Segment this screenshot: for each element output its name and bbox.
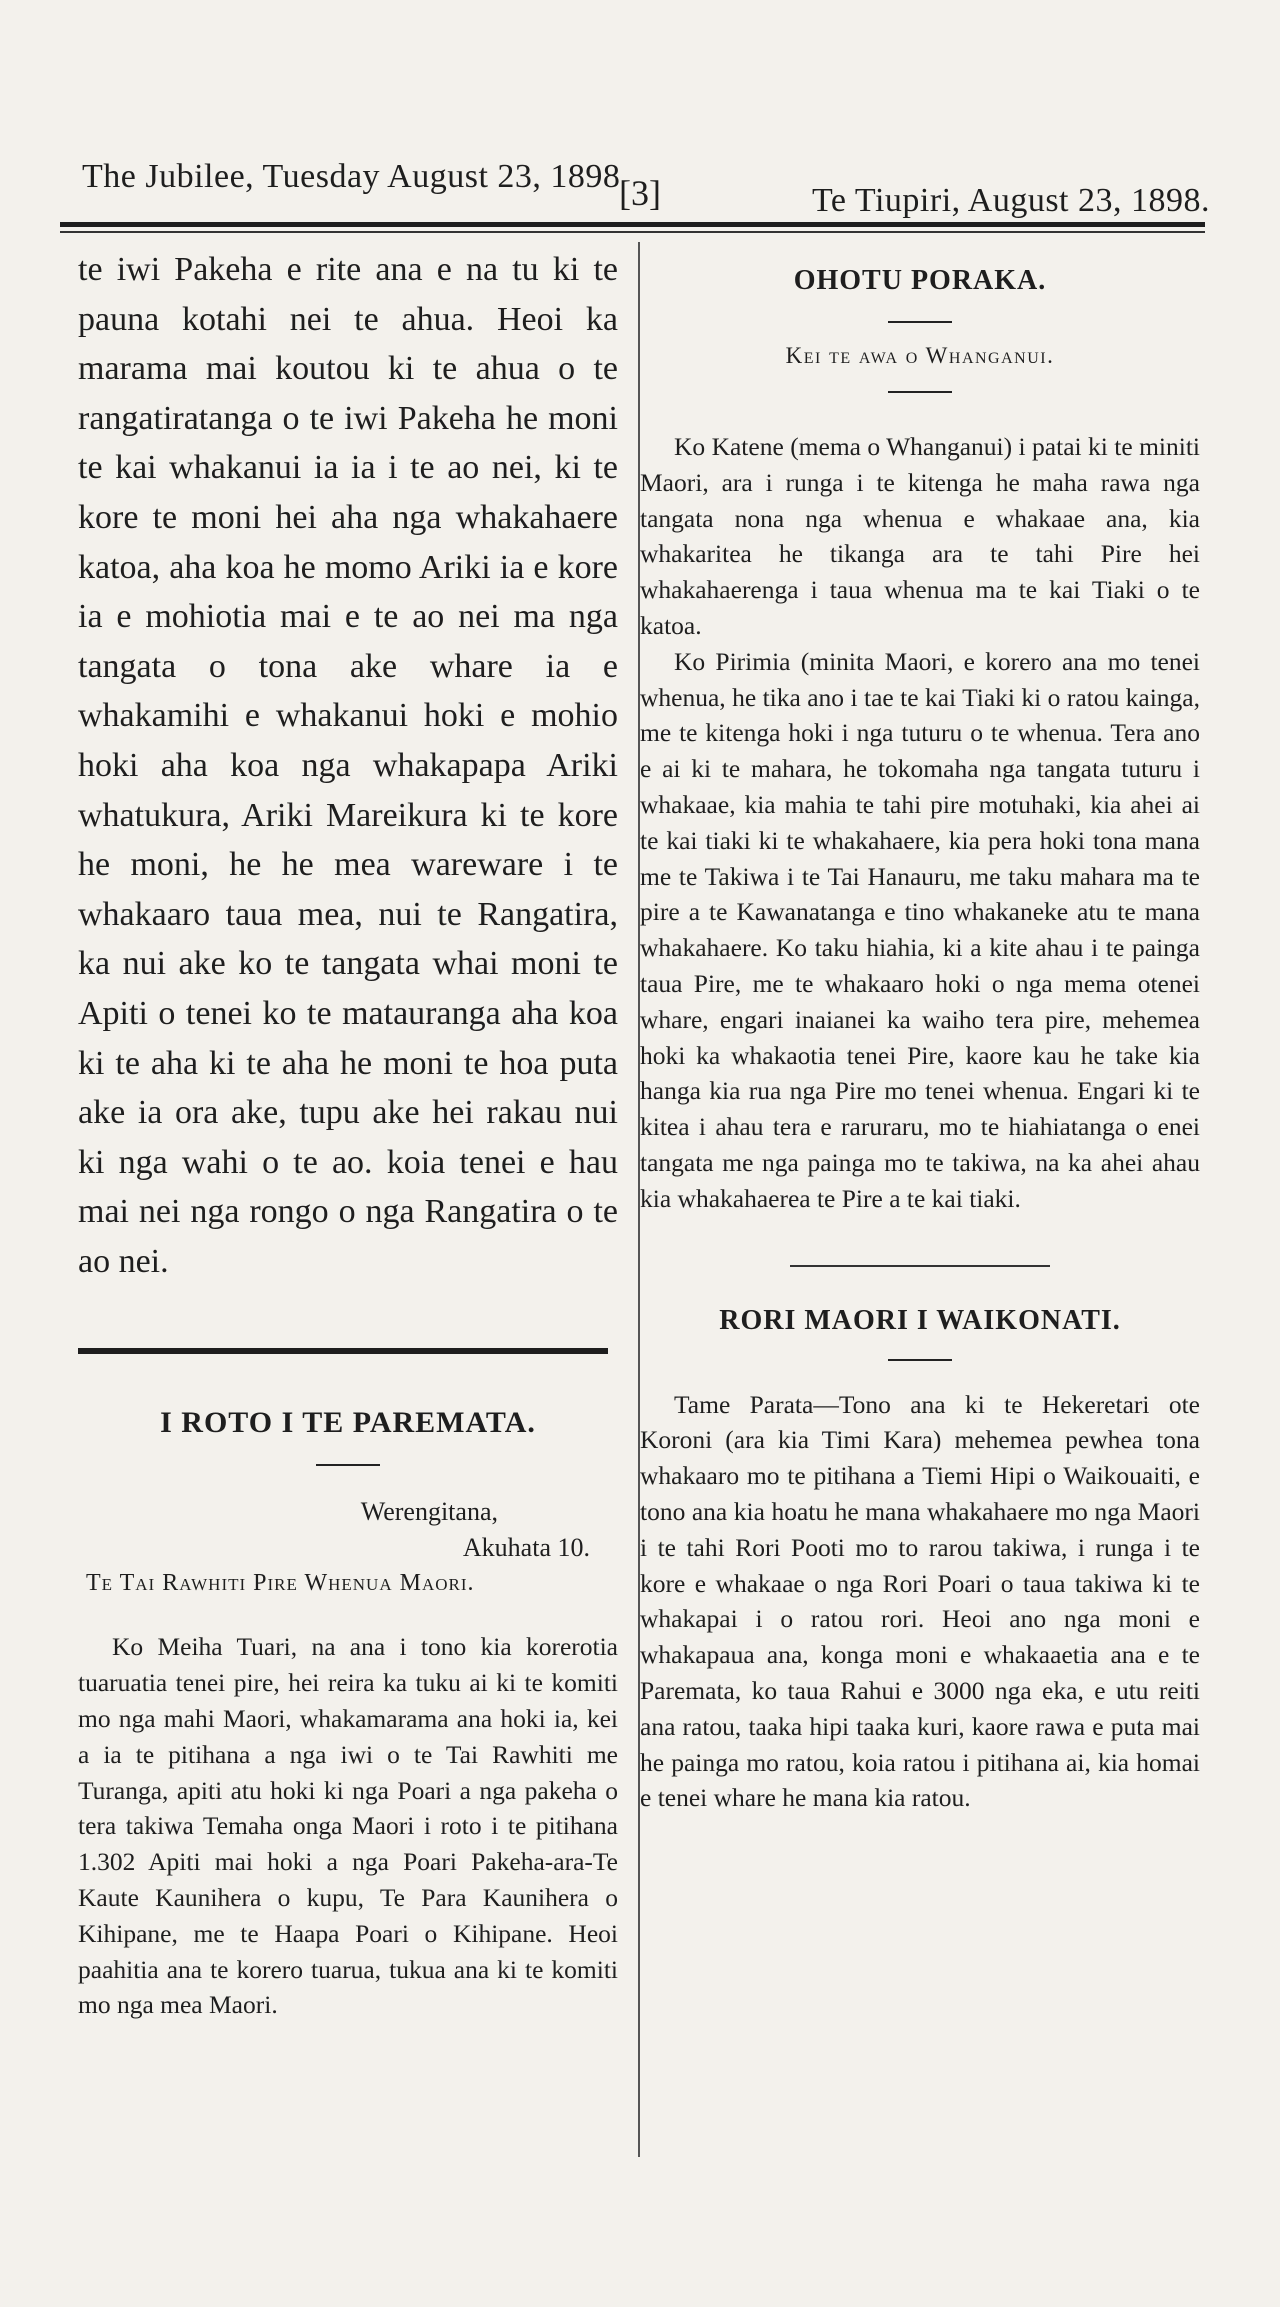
ohotu-section-title: OHOTU PORAKA. (793, 265, 1047, 296)
bill-subheading: Te Tai Rawhiti Pire Whenua Maori. (86, 1570, 475, 1597)
pirimia-reply-paragraph: Ko Pirimia (minita Maori, e korero ana mo tenei whenua, he tika ano i tae te kai Tiaki ki o ratou kainga, me te kitenga hoki i nga tuturu o te whenua. Tera ano e ai ki te mahara, he tokomaha nga tangata tuturu i whakaae, kia mahia te tahi pire motuhaki, kia ahei ai te kai tiaki ki te whakahaere, kia pera hoki tona mana me te Takiwa i te Tai Hanauru, me taku mahara ma te pire a te Kawanatanga e tino whakaneke atu te mana whakahaere. Ko taku hiahia, ki a kite ahau i te painga taua Pire, me te whakaaro hoki o nga mema otenei whare, engari inaianei ka waiho tera pire, mehemea hoki ka whakaotia tenei Pire, kaore kau he take kia hanga kia rua nga Pire mo tenei whenua. Engari ki te kitea i ahau tera e raruraru, mo te hiahiatanga o enei tangata me nga painga mo te takiwa, na ka ahei ahau kia whakahaerea te Pire a te kai tiaki. (640, 646, 1200, 1213)
page-header (70, 150, 1210, 220)
left-column (78, 245, 618, 2023)
bill-debate-text: Ko Meiha Tuari, na ana i tono kia korerotia tuaruatia tenei pire, hei reira ka tuku ai ki te komiti mo nga mahi Maori, whakamarama ana hoki ia, kei a ia te pitihana a nga iwi o te Tai Rawhiti me Turanga, apiti atu hoki ki nga Poari a nga pakeha o tera takiwa Temaha onga Maori i roto i te pitihana 1.302 Apiti mai hoki a nga Poari Pakeha-ara-Te Kaute Kaunihera o kupu, Te Para Kaunihera o Kihipane, me te Haapa Poari o Kihipane. Heoi paahitia ana te korero tuarua, tukua ana ki te komiti mo nga mea Maori. (78, 1632, 618, 2020)
continued-article-text: te iwi Pakeha e rite ana e na tu ki te pauna kotahi nei te ahua. Heoi ka marama mai koutou ki te ahua o te rangatiratanga o te iwi Pakeha he moni te kai whakanui ia ia i te ao nei, ki te kore te moni hei aha nga whakahaere katoa, aha koa he momo Ariki ia e kore ia e mohiotia mai e te ao nei ma nga tangata o tona ake whare ia e whakamihi e whakanui hoki e mohio hoki aha koa nga whakapapa Ariki whatukura, Ariki Mareikura ki te kore he moni, he he mea wareware i te whakaaro taua mea, nui te Rangatira, ka nui ake ko te tangata whai moni te Apiti o tenei ko te matauranga aha koa ki te aha ki te aha he moni te hoa puta ake ia ora ake, tupu ake hei rakau nui ki nga wahi o te ao. koia tenei e hau mai nei nga rongo o nga Rangatira o te ao nei. (78, 251, 618, 1280)
right-column (640, 245, 1200, 1816)
header-english-title: The Jubilee, Tuesday August 23, 1898 (82, 158, 621, 195)
dateline-date: Akuhata 10. (462, 1533, 590, 1563)
header-rule-thick (60, 222, 1205, 227)
rori-article-text: Tame Parata—Tono ana ki te Hekeretari ote Koroni (ara kia Timi Kara) mehemea pewhea tona whakaaro mo te pitihana a Tiemi Hipi o Waikouaiti, e tono ana kia hoatu he mana whakahaere mo nga Maori i te tahi Rori Pooti mo to rarou takiwa, i runga i te kore e whakaae o nga Rori Poari o taua takiwa ki te whakapai i o ratou rori. Heoi ano nga moni e whakapaua ana, konga moni e whakaaetia ana e te Paremata, ko taua Rahui e 3000 nga eka, e utu reiti ana ratou, taaka hipi taaka kuri, kaore rawa e puta mai he painga mo ratou, koia ratou i pitihana ai, kia homai e tenei whare he mana kia ratou. (640, 1389, 1200, 1813)
dateline-place: Werengitana, (360, 1497, 498, 1527)
rori-section-title: RORI MAORI I WAIKONATI. (719, 1304, 1121, 1336)
header-maori-title: Te Tiupiri, August 23, 1898. (812, 182, 1210, 219)
ohotu-subtitle: Kei te awa o Whanganui. (785, 343, 1055, 368)
parliament-section-title: I ROTO I TE PAREMATA. (160, 1406, 536, 1440)
page-number: [3] (619, 173, 661, 213)
katene-question-paragraph: Ko Katene (mema o Whanganui) i patai ki te miniti Maori, ara i runga i te kitenga he maha rawa nga tangata nona nga whenua e whakaae ana, kia whakaritea he tikanga ara te tahi Pire hei whakahaerenga i taua whenua ma te kai Tiaki o te katoa. (640, 432, 1200, 640)
header-rule-thin (60, 231, 1205, 233)
